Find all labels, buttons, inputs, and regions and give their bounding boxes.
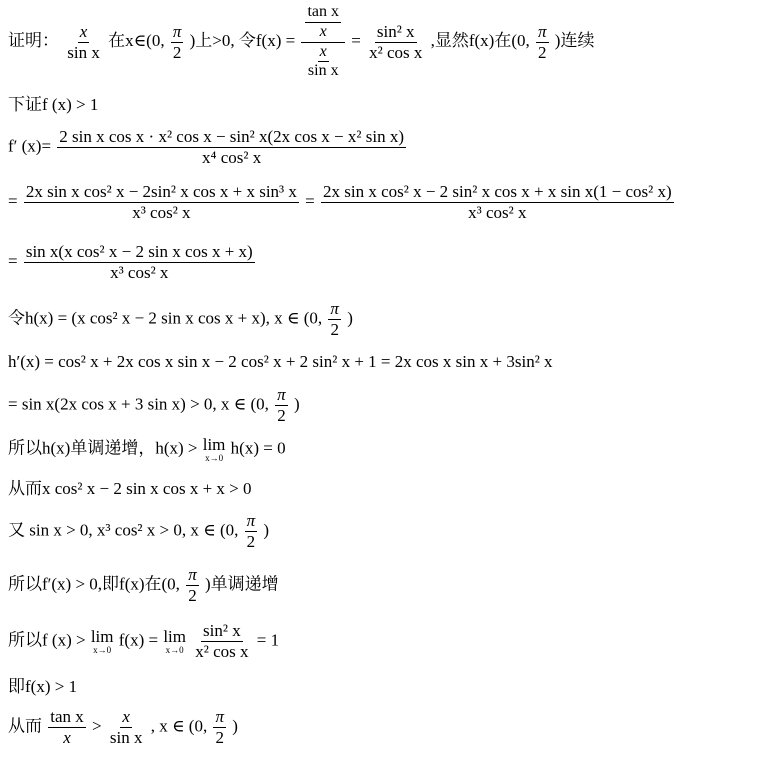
fraction-derivative [57,128,406,167]
line-proof-start [8,4,594,80]
denominator: x [319,22,327,40]
line-therefore-positive: 从而x cos² x − 2 sin x cos x + x > 0 [8,479,252,498]
line-conclusion-f: 即f(x) > 1 [8,677,78,696]
fraction-pi-over-2 [171,23,184,62]
text: = sin x(2x cos x + 3 sin x) > 0, x ∈ (0, [8,394,269,414]
line-derivative-factored [8,243,257,282]
denominator: x³ cos² x [110,262,169,282]
fraction-x-over-sinx [65,23,102,62]
lim-subscript: x→0 [165,644,184,655]
fraction-tanx-over-x [305,4,341,41]
denominator: x [63,727,71,747]
numerator: sin x(x cos² x − 2 sin x cos x + x) [25,242,253,261]
text: = 1 [256,630,280,650]
text: , x ∈ (0, [150,716,208,736]
text: 所以f′(x) > 0,即f(x)在(0, [8,574,180,594]
numerator: π [172,21,182,41]
text: = [351,31,361,50]
numerator: π [246,511,256,530]
line-limit [8,622,279,661]
text: 所以f (x) > [8,630,86,650]
fraction-pi-over-2 [186,566,199,605]
numerator: π [215,707,224,726]
fraction-factored [24,243,255,282]
text: 证明： [8,31,59,50]
lim-label: lim [163,626,186,646]
numerator: sin² x [203,621,241,640]
text: = [305,191,315,211]
numerator: x [79,21,88,41]
denominator [302,43,345,81]
text: 又 sin x > 0, x³ cos² x > 0, x ∈ (0, [8,520,239,540]
line-derivative-expanded [8,183,676,222]
denominator: sin x [67,42,100,62]
limit [163,628,186,655]
fraction-x-over-sinx [306,44,341,81]
numerator: tan x [305,4,341,23]
lim-label: lim [202,435,226,454]
numerator: sin² x [376,21,415,41]
text: f′ (x)= [8,136,52,156]
denominator: x³ cos² x [132,202,191,222]
line-h-derivative: h′(x) = cos² x + 2x cos x sin x − 2 cos² x + 2 sin² x + 1 = 2x cos x sin x + 3sin² x [8,352,553,371]
lim-label: lim [90,626,114,646]
numerator [301,4,345,43]
denominator: 2 [188,585,197,605]
numerator: π [330,299,339,318]
denominator: 2 [538,42,547,62]
text: = [8,251,18,271]
denominator: 2 [246,531,256,551]
fraction-sin2x-over-x2cosx [193,622,250,661]
text: > [92,716,102,736]
numerator: x [318,44,329,63]
text: 所以h(x)单调递增，h(x) > [8,438,198,458]
fraction-pi-over-2 [213,708,226,747]
line-to-prove: 下证f (x) > 1 [8,95,99,114]
lim-subscript: x→0 [93,644,112,655]
denominator: 2 [172,42,182,62]
limit [91,628,114,655]
numerator: 2x sin x cos² x − 2sin² x cos x + x sin³ x [25,182,297,201]
numerator: π [277,385,286,404]
lim-subscript: x→0 [205,453,224,463]
text: ) [347,308,353,328]
fraction-sin2x-over-x2cosx [367,23,424,62]
line-final [8,708,238,747]
text: )单调递增 [204,574,279,594]
compound-fraction [301,4,345,80]
text: )连续 [554,31,595,50]
line-derivative [8,128,408,167]
fraction-x-over-sinx [108,708,145,747]
fraction-pi-over-2 [245,512,258,551]
text: 令h(x) = (x cos² x − 2 sin x cos x + x), x ∈ (0, [8,308,323,328]
denominator: x⁴ cos² x [202,147,262,167]
denominator: x² cos x [195,641,249,661]
text: f(x) = [118,630,159,650]
fraction-expanded-2 [321,183,674,222]
fraction-pi-over-2 [275,386,288,425]
fraction-expanded-1 [24,183,299,222]
denominator: x³ cos² x [468,202,527,222]
denominator: x² cos x [369,42,423,62]
numerator: tan x [50,707,84,726]
line-positive-factors [8,512,269,551]
line-f-increasing [8,566,279,605]
text: h(x) = 0 [230,438,286,458]
text: ) [232,716,238,736]
numerator: 2 sin x cos x · x² cos x − sin² x(2x cos x − x² sin x) [59,127,404,146]
numerator: π [538,21,547,41]
text: ,显然f(x)在(0, [430,31,530,50]
denominator: 2 [277,405,286,425]
numerator: π [188,565,197,584]
denominator: 2 [215,727,224,747]
text: = [8,191,18,211]
line-h-increasing [8,436,286,463]
text: 从而 [8,716,42,736]
text: )上>0, 令f(x) = [189,31,296,50]
denominator: sin x [307,62,339,80]
text: ) [293,394,300,414]
line-define-h [8,300,353,339]
text: 在x∈(0, [108,31,165,50]
denominator: 2 [330,319,339,339]
denominator: sin x [109,727,143,747]
limit [203,436,226,463]
text: ) [263,520,270,540]
fraction-tanx-over-x [48,708,86,747]
numerator: x [122,707,130,726]
fraction-pi-over-2 [328,300,341,339]
fraction-pi-over-2 [536,23,549,62]
line-h-positive [8,386,300,425]
numerator: 2x sin x cos² x − 2 sin² x cos x + x sin x(1 − cos² x) [323,182,672,201]
